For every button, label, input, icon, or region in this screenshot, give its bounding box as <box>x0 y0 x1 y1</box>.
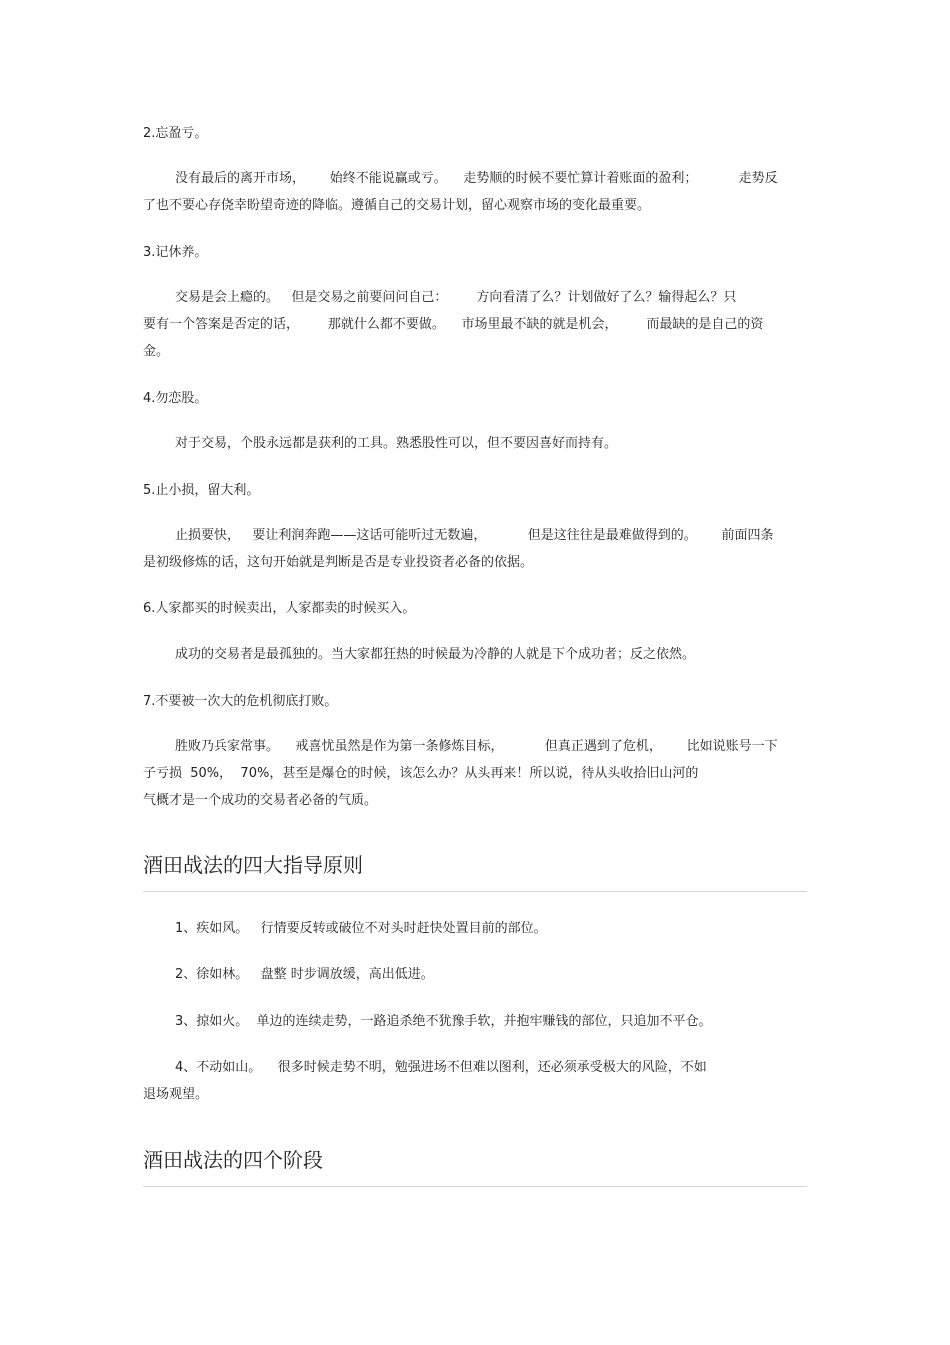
item-paragraph-6 <box>143 641 807 668</box>
paragraph-line: 交易是会上瘾的。 但是交易之前要问问自己： 方向看清了么？计划做好了么？输得起么？只 <box>175 290 737 305</box>
section-title-stages: 酒田战法的四个阶段 <box>143 1148 323 1172</box>
paragraph-line: 是初级修炼的话，这句开始就是判断是否是专业投资者必备的依据。 <box>143 555 534 570</box>
item-paragraph-7 <box>143 733 807 814</box>
item-paragraph-4 <box>143 430 807 457</box>
section-divider <box>143 891 807 892</box>
item-paragraph-5 <box>143 522 807 576</box>
section-divider <box>143 1186 807 1187</box>
item-paragraph-2 <box>143 165 807 219</box>
item-paragraph-3 <box>143 284 807 365</box>
item-heading-2: 2.忘盈亏。 <box>143 126 208 141</box>
principle-line: 2、徐如林。 盘整 时步调放缓，高出低进。 <box>175 967 434 982</box>
paragraph-line: 没有最后的离开市场， 始终不能说赢或亏。 走势顺的时候不要忙算计着账面的盈利； 走势反 <box>175 171 778 186</box>
principle-line: 3、掠如火。 单边的连续走势，一路追杀绝不犹豫手软，并抱牢赚钱的部位，只追加不平仓。 <box>175 1014 712 1029</box>
item-heading-5: 5.止小损，留大利。 <box>143 483 260 498</box>
item-heading-6: 6.人家都买的时候卖出，人家都卖的时候买入。 <box>143 601 416 616</box>
principle-item-2 <box>143 961 807 988</box>
paragraph-line: 要有一个答案是否定的话， 那就什么都不要做。 市场里最不缺的就是机会， 而最缺的是自己的资 <box>143 317 764 332</box>
paragraph-line: 金。 <box>143 344 170 359</box>
item-heading-7: 7.不要被一次大的危机彻底打败。 <box>143 694 338 709</box>
principle-line: 退场观望。 <box>143 1087 209 1102</box>
section-title-principles: 酒田战法的四大指导原则 <box>143 853 363 877</box>
paragraph-line: 胜败乃兵家常事。 戒喜忧虽然是作为第一条修炼目标， 但真正遇到了危机， 比如说账号一下 <box>175 739 778 754</box>
item-heading-4: 4.勿恋股。 <box>143 391 208 406</box>
paragraph-line: 对于交易，个股永远都是获利的工具。熟悉股性可以，但不要因喜好而持有。 <box>175 436 618 451</box>
principle-item-1 <box>143 915 807 942</box>
paragraph-line: 了也不要心存侥幸盼望奇迹的降临。遵循自己的交易计划，留心观察市场的变化最重要。 <box>143 198 651 213</box>
paragraph-line: 气概才是一个成功的交易者必备的气质。 <box>143 793 378 808</box>
paragraph-line: 止损要快， 要让利润奔跑——这话可能听过无数遍， 但是这往往是最难做得到的。 前面四条 <box>175 528 774 543</box>
paragraph-line: 成功的交易者是最孤独的。当大家都狂热的时候最为冷静的人就是下个成功者；反之依然。 <box>175 647 696 662</box>
item-heading-3: 3.记休养。 <box>143 245 208 260</box>
principle-line: 4、不动如山。 很多时候走势不明，勉强进场不但难以图利，还必须承受极大的风险，不如 <box>175 1060 707 1075</box>
paragraph-line: 子亏损 50%， 70%，甚至是爆仓的时候，该怎么办？从头再来！所以说，待从头收拾旧山河的 <box>143 766 699 781</box>
principle-item-3 <box>143 1008 807 1035</box>
principle-item-4 <box>143 1054 807 1108</box>
principle-line: 1、疾如风。 行情要反转或破位不对头时赶快处置目前的部位。 <box>175 921 547 936</box>
